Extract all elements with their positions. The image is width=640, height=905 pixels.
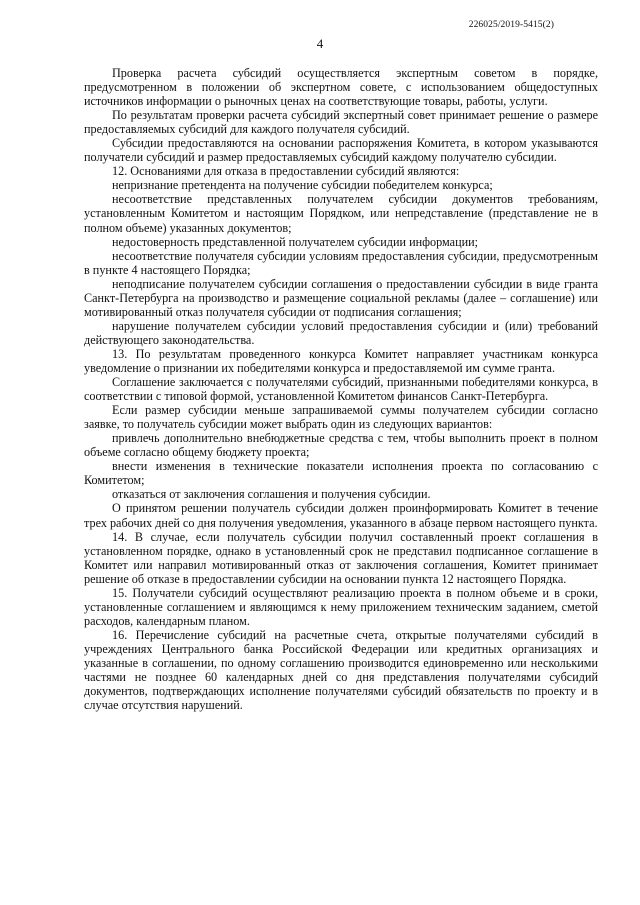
page-number: 4 <box>316 36 324 51</box>
paragraph: неподписание получателем субсидии соглашения о предоставлении субсидии в виде гранта Санкт-Петербурга на производство и размещение социальной рекламы (далее – соглашение) или мотивированный отказ получателя субсидии от подписания соглашения; <box>84 276 598 319</box>
paragraph: отказаться от заключения соглашения и получения субсидии. <box>112 487 431 502</box>
paragraph: Проверка расчета субсидий осуществляется экспертным советом в порядке, предусмотренном в положении об экспертном совете, с использованием общедоступных источников информации о рыночных ценах на соответствующие товары, работы, услуги. <box>84 66 598 109</box>
paragraph: Если размер субсидии меньше запрашиваемой суммы получателем субсидии согласно заявке, то получатель субсидии может выбрать один из следующих вариантов: <box>84 403 598 432</box>
paragraph: Соглашение заключается с получателями субсидий, признанными победителями конкурса, в соответствии с типовой формой, установленной Комитетом финансов Санкт-Петербурга. <box>84 375 598 404</box>
document-body <box>84 66 598 712</box>
paragraph: 14. В случае, если получатель субсидии получил составленный проект соглашения в установленном порядке, однако в установленный срок не представил подписанное соглашение в Комитет или направил мотивированный отказ от заключения соглашения, Комитет принимает решение об отказе в предоставлении субсидии на основании пункта 12 настоящего Порядка. <box>84 529 598 586</box>
paragraph: 15. Получатели субсидий осуществляют реализацию проекта в полном объеме и в сроки, установленные соглашением и являющимся к нему приложением техническим заданием, сметой расходов, календарным планом. <box>84 585 598 628</box>
paragraph: По результатам проверки расчета субсидий экспертный совет принимает решение о размере предоставляемых субсидий для каждого получателя субсидий. <box>84 108 598 137</box>
paragraph: 12. Основаниями для отказа в предоставлении субсидий являются: <box>112 164 460 179</box>
paragraph: внести изменения в технические показатели исполнения проекта по согласованию с Комитетом; <box>84 459 598 488</box>
paragraph: нарушение получателем субсидии условий предоставления субсидии и (или) требований действующего законодательства. <box>84 318 598 347</box>
paragraph: 13. По результатам проведенного конкурса Комитет направляет участникам конкурса уведомление о признании их победителями конкурса и предоставляемой им сумме гранта. <box>84 346 598 375</box>
paragraph: недостоверность представленной получателем субсидии информации; <box>112 234 479 249</box>
paragraph: непризнание претендента на получение субсидии победителем конкурса; <box>112 178 493 193</box>
paragraph: О принятом решении получатель субсидии должен проинформировать Комитет в течение трех рабочих дней со дня получения уведомления, указанного в абзаце первом настоящего пункта. <box>84 501 598 530</box>
paragraph: Субсидии предоставляются на основании распоряжения Комитета, в котором указываются получатели субсидий и размер предоставляемых субсидий каждому получателю субсидии. <box>84 136 598 165</box>
paragraph: несоответствие представленных получателем субсидии документов требованиям, установленным Комитетом и настоящим Порядком, или непредставление (представление не в полном объеме) указанных документов; <box>84 192 598 235</box>
paragraph: привлечь дополнительно внебюджетные средства с тем, чтобы выполнить проект в полном объеме согласно общему бюджету проекта; <box>84 431 598 460</box>
paragraph: 16. Перечисление субсидий на расчетные счета, открытые получателями субсидий в учреждениях Центрального банка Российской Федерации или кредитных организациях и указанные в соглашении, по одному соглашению производится единовременно или несколькими частями не позднее 60 календарных дней со дня представления получателями субсидий документов, подтверждающих исполнение получателями субсидий обязательств по проекту и в случае отсутствия нарушений. <box>84 627 598 713</box>
paragraph: несоответствие получателя субсидии условиям предоставления субсидии, предусмотренным в пункте 4 настоящего Порядка; <box>84 248 598 277</box>
document-code: 226025/2019-5415(2) <box>468 20 554 30</box>
